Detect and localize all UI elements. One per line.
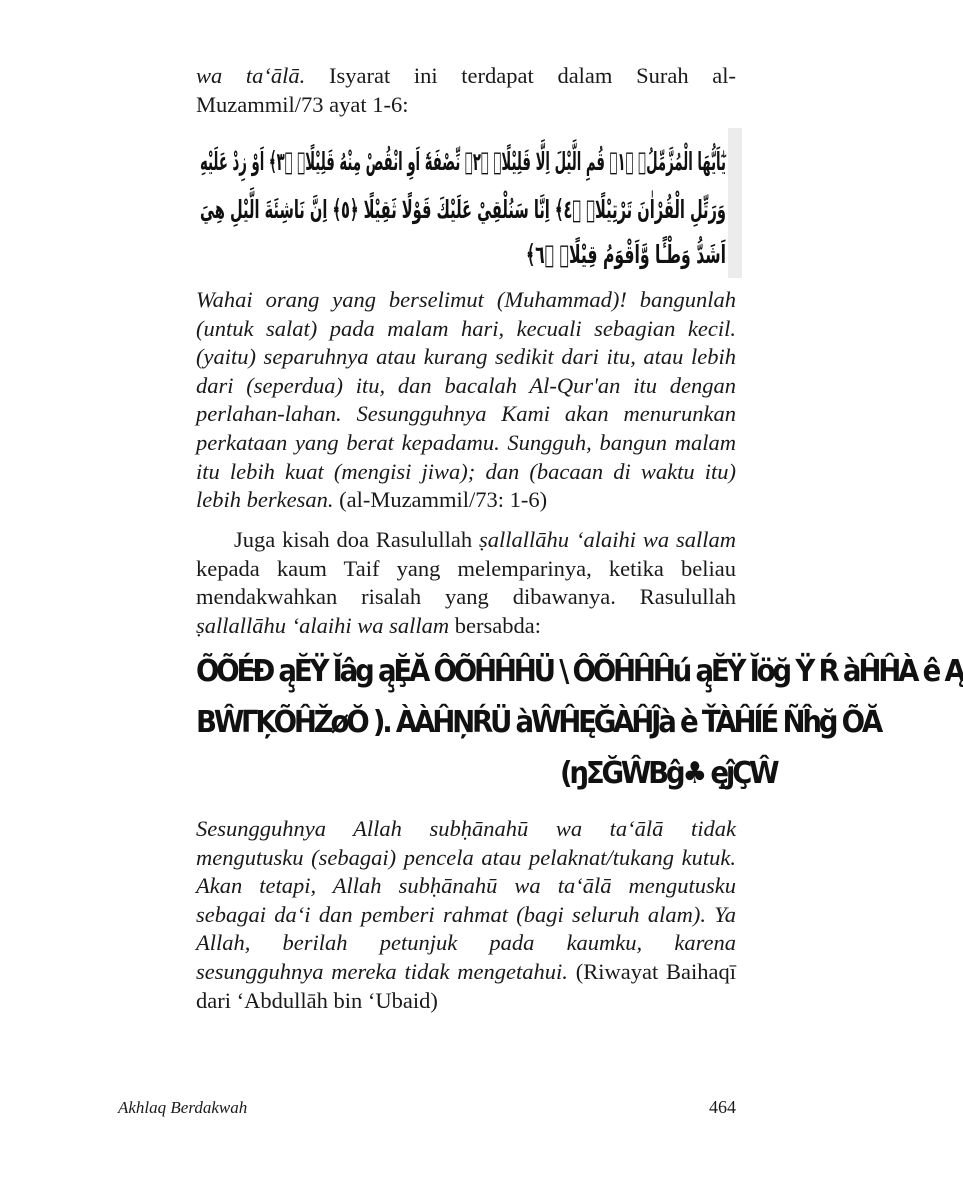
hadith-garbled-line-3: (ŋΣĞŴΒĝ♣ ę̧ĵÇŴ	[560, 756, 777, 791]
intro-paragraph	[196, 62, 736, 119]
arabic-verse-image	[188, 128, 836, 278]
translation-paragraph-1	[196, 286, 736, 515]
para2-text-1: Juga kisah doa Rasulullah	[234, 527, 480, 552]
hadith-garbled-line-2: ВŴГĶÕĤŽøŎ ). ÀÀĤŅŔÜ àŴĤĘĞÀĤĴà è ŤÀĤÍÉ Ñĥğ ÕĂ	[196, 705, 881, 740]
translation-1-citation: (al-Muzammil/73: 1-6)	[333, 487, 548, 513]
para2-text-3: bersabda:	[449, 612, 541, 638]
hadith-garbled-line-1: ÕÕÉÐ ą̧ĔŸ Ĭâg ą̧ḜĂ ÔÕĤĤĤÜ \ ÔÕĤĤĤú ą̧ĔŸ Ĭöğ Ÿ Ŕ àĤĤÀ ê Ą	[196, 654, 963, 689]
para2-italic-1: ṣallallāhu ‘alaihi wa sallam	[479, 527, 736, 552]
translation-2-citation: (Riwayat Baihaqī dari ‘Abdullāh bin ‘Ubaid)	[196, 958, 736, 1013]
translation-1-text: Wahai orang yang berselimut (Muhammad)! bangunlah (untuk salat) pada malam hari, kecuali sebagian kecil. (yaitu) separuhnya atau kurang sedikit dari itu, atau lebih dari (seperdua) itu, dan bacalah Al-Qur'an itu dengan perlahan-lahan. Sesungguhnya Kami akan menurunkan perkataan yang berat kepadamu. Sungguh, bangun malam itu lebih kuat (mengisi jiwa); dan (bacaan di waktu itu) lebih berkesan.	[196, 287, 736, 513]
arabic-verse-line-2: وَرَتِّلِ الْقُرْاٰنَ تَرْتِيْلًاۗ ﴿٤﴾ اِنَّا سَنُلْقِيْ عَلَيْكَ قَوْلًا ثَقِيْلًا ﴿٥﴾ اِنَّ نَاشِئَةَ الَّيْلِ هِيَ	[199, 195, 836, 224]
para2-text-2: kepada kaum Taif yang melemparinya, ketika beliau mendakwahkan risalah yang dibawanya. Rasulullah	[196, 555, 736, 610]
footer-book-title: Akhlaq Berdakwah	[118, 1098, 248, 1117]
intro-text: Isyarat ini terdapat dalam Surah al-Muzammil/73 ayat 1-6:	[196, 63, 736, 117]
translation-paragraph-2	[196, 815, 736, 1015]
para2-italic-2: ṣallallāhu ‘alaihi wa sallam	[196, 612, 450, 638]
translation-2-text: Sesungguhnya Allah subḥānahū wa ta‘ālā tidak mengutusku (sebagai) pencela atau pelaknat/tukang kutuk. Akan tetapi, Allah subḥānahū wa ta‘ālā mengutusku sebagai da‘i dan pemberi rahmat (bagi seluruh alam). Ya Allah, berilah petunjuk pada kaumku, karena sesungguhnya mereka tidak mengetahui.	[196, 816, 736, 984]
arabic-verse-line-1: يٰٓاَيُّهَا الْمُزَّمِّلُۙ ﴿١﴾ قُمِ الَّيْلَ اِلَّا قَلِيْلًاۙ ﴿٢﴾ نِّصْفَهٗٓ اَوِ انْقُصْ مِنْهُ قَلِيْلًاۙ ﴿٣﴾ اَوْ زِدْ عَلَيْهِ	[200, 147, 816, 176]
arabic-verse-line-3: اَشَدُّ وَطْـًٔا وَّاَقْوَمُ قِيْلًاۗ ﴿٦﴾	[525, 240, 835, 269]
narrative-paragraph	[196, 526, 736, 640]
footer-page-number: 464	[709, 1097, 736, 1117]
intro-italic-lead: wa ta‘ālā.	[196, 63, 306, 88]
